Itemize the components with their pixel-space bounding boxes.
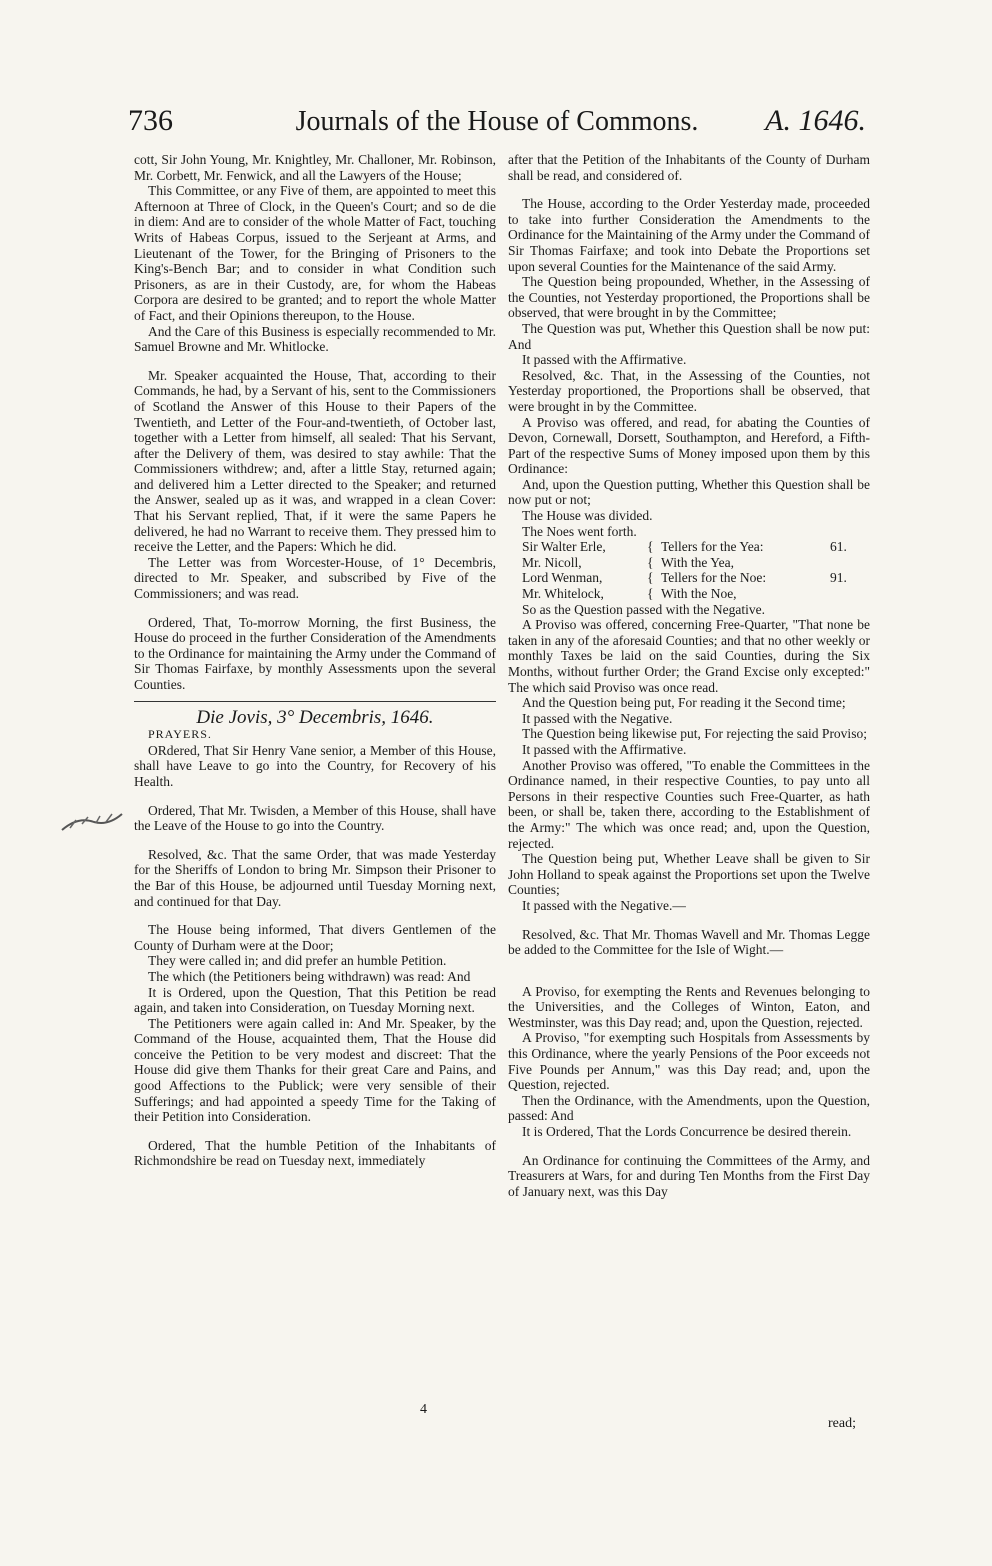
paragraph: The Question being put, Whether Leave shall be given to Sir John Holland to speak against the Proportions set upon the Twelve Counties; [508,851,870,898]
paragraph: The Petitioners were again called in: And Mr. Speaker, by the Command of the House, acquainted them, That the House did conceive the Petition to be very modest and discreet: That the House did give them Thanks for their great Care and Pains, and good Affections to the Publick; were very sensible of their Sufferings; and had appointed a speedy Time for the Taking of their Petition into Consideration. [134,1015,496,1125]
paragraph: Resolved, &c. That, in the Assessing of the Counties, not Yesterday proportioned, the Proportions shall be observed, that were brought in by the Committee. [508,367,870,414]
paragraph: And the Question being put, For reading it the Second time; [522,695,846,711]
paragraph: An Ordinance for continuing the Committees of the Army, and Treasurers at Wars, for and during Ten Months from the First Day of January next, was this Day [508,1152,870,1199]
paragraph: cott, Sir John Young, Mr. Knightley, Mr. Challoner, Mr. Robinson, Mr. Corbett, Mr. Fenwick, and all the Lawyers of the House; [134,152,496,183]
teller-role: With the Yea, [661,554,734,570]
day-heading: Die Jovis, 3° Decembris, 1646. [196,706,434,728]
division-row: Lord Wenman, { Tellers for the Noe: 91. [508,570,870,586]
paragraph: Mr. Speaker acquainted the House, That, according to their Commands, he had, by a Servant of his, sent to the Commissioners of Scotland the Answer of this House to their Papers of the Twentieth, and Letter of the Four-and-twentieth, of October last, together with a Letter from himself, all sealed: That his Servant, after the Delivery of them, was desired to stay awhile: That the Commissioners withdrew; and, after a little Stay, returned again; and delivered him a Letter directed to the Speaker; and returned the Answer, sealed up as it was, and wrapped in a clean Cover: That his Servant replied, That, if it were the same Papers he delivered, he had no Warrant to receive them. They pressed him to receive the Letter, and the Papers: Which he did. [134,367,496,555]
ornament-icon [60,808,126,838]
division-row: Sir Walter Erle, { Tellers for the Yea: 61. [508,539,870,555]
paragraph: The Question was put, Whether this Question shall be now put: And [508,320,870,352]
prayers-label: PRAYERS. [148,727,212,742]
paragraph: Ordered, That, To-morrow Morning, the first Business, the House do proceed in the further Consideration of the Amendments to the Ordinance for maintaining the Army under the Command of Sir Thomas Fairfaxe, by monthly Assessments upon the several Counties. [134,614,496,692]
paragraph: It passed with the Negative.— [522,897,686,913]
teller-name: Sir Walter Erle, [522,539,606,555]
paragraph: after that the Petition of the Inhabitants of the County of Durham shall be read, and considered of. [508,152,870,183]
paragraph: Resolved, &c. That Mr. Thomas Wavell and Mr. Thomas Legge be added to the Committee for the Isle of Wight.— [508,926,870,958]
yea-count: 61. [830,539,847,555]
paragraph: Ordered, That Mr. Twisden, a Member of this House, shall have the Leave of the House to go into the Country. [134,802,496,834]
teller-role: Tellers for the Noe: [661,570,767,586]
year-label: A. 1646. [765,104,866,137]
paragraph: And the Care of this Business is especially recommended to Mr. Samuel Browne and Mr. Whitlocke. [134,323,496,355]
paragraph: The House being informed, That divers Gentlemen of the County of Durham were at the Door; [134,922,496,953]
catchword: read; [828,1416,856,1431]
paragraph: ORdered, That Sir Henry Vane senior, a Member of this House, shall have Leave to go into the Country, for Recovery of his Health. [134,742,496,789]
paragraph: The Noes went forth. [522,523,637,539]
teller-role: With the Noe, [661,586,737,602]
paragraph: The Question being propounded, Whether, in the Assessing of the Counties, not Yesterday proportioned, the Proportions shall be observed, that were brought in by the Committee; [508,274,870,321]
teller-name: Mr. Whitelock, [522,586,604,602]
division-row: Mr. Whitelock, { With the Noe, [508,586,870,602]
paragraph: This Committee, or any Five of them, are appointed to meet this Afternoon at Three of Clock, in the Queen's Court; and so de die in diem: And are to consider of the whole Matter of Fact, touching Writs of Habeas Corpus, issued to the Serjeant at Arms, and Lieutenant of the Tower, for the Bringing of Prisoners to the King's-Bench Bar; and to consider in what Condition such Prisoners, as are in their Custody, are, for whom the Habeas Corpora are desired to be granted; and to report the whole Matter of Fact, and their Opinions thereupon, to the House. [134,183,496,323]
signature-mark: 4 [420,1402,427,1417]
teller-role: Tellers for the Yea: [661,539,764,555]
paragraph: It is Ordered, That the Lords Concurrence be desired therein. [522,1124,852,1140]
paragraph: So as the Question passed with the Negative. [522,601,765,617]
paragraph: Resolved, &c. That the same Order, that was made Yesterday for the Sheriffs of London to bring Mr. Simpson their Prisoner to the Bar of this House, be adjourned until Tuesday Morning next, and continued for that Day. [134,846,496,909]
paragraph: A Proviso was offered, concerning Free-Quarter, "That none be taken in any of the aforesaid Counties; and that no other weekly or monthly Taxes be laid on the said Counties, during the Six Months, without further Order; the Grand Excise only excepted:" The which said Proviso was once read. [508,617,870,695]
section-divider [134,701,496,702]
paragraph: The House, according to the Order Yesterday made, proceeded to take into further Consideration the Amendments to the Ordinance for the Maintaining of the Army under the Command of Sir Thomas Fairfaxe; and took into Debate the Proportions set upon several Counties for the Maintenance of the said Army. [508,196,870,274]
left-column [134,152,496,1169]
paragraph: A Proviso, "for exempting such Hospitals from Assessments by this Ordinance, where the yearly Pensions of the Poor exceeds not Five Pounds per Annum," was this Day read; and, upon the Question, rejected. [508,1030,870,1093]
page-number: 736 [128,104,173,137]
teller-name: Lord Wenman, [522,570,603,586]
paragraph: Another Proviso was offered, "To enable the Committees in the Ordinance named, in their respective Counties, to pay unto all Persons in their respective Counties such Free-Quarter, as hath been, or shall be, taken there, according to the Establishment of the Army:" The which was once read; and, upon the Question, rejected. [508,757,870,851]
paragraph: A Proviso, for exempting the Rents and Revenues belonging to the Universities, and the Colleges of Winton, Eaton, and Westminster, was this Day read; and, upon the Question, rejected. [508,983,870,1030]
paragraph: They were called in; and did prefer an humble Petition. [148,953,447,969]
paragraph: The House was divided. [522,508,653,524]
paragraph: It passed with the Affirmative. [522,352,687,368]
paragraph: The which (the Petitioners being withdrawn) was read: And [148,968,471,984]
paragraph: It passed with the Affirmative. [522,741,687,757]
division-table [508,539,870,601]
paragraph: A Proviso was offered, and read, for abating the Counties of Devon, Cornewall, Dorsett, Southampton, and Hereford, a Fifth-Part of the respective Sums of Money imposed upon them by this Ordinance: [508,414,870,477]
paragraph: Ordered, That the humble Petition of the Inhabitants of Richmondshire be read on Tuesday next, immediately [134,1137,496,1169]
paragraph: It is Ordered, upon the Question, That this Petition be read again, and taken into Consideration, on Tuesday Morning next. [134,984,496,1016]
teller-name: Mr. Nicoll, [522,554,582,570]
paragraph: Then the Ordinance, with the Amendments, upon the Question, passed: And [508,1092,870,1124]
division-row: Mr. Nicoll, { With the Yea, [508,555,870,571]
paragraph: The Letter was from Worcester-House, of 1° Decembris, directed to Mr. Speaker, and subscribed by Five of the Commissioners; and was read. [134,554,496,602]
paragraph: And, upon the Question putting, Whether this Question shall be now put or not; [508,476,870,508]
paragraph: The Question being likewise put, For rejecting the said Proviso; [522,726,867,742]
right-column [508,152,870,1199]
paragraph: It passed with the Negative. [522,710,673,726]
journal-title: Journals of the House of Commons. [295,106,699,137]
noe-count: 91. [830,570,847,586]
page-header [128,104,866,152]
